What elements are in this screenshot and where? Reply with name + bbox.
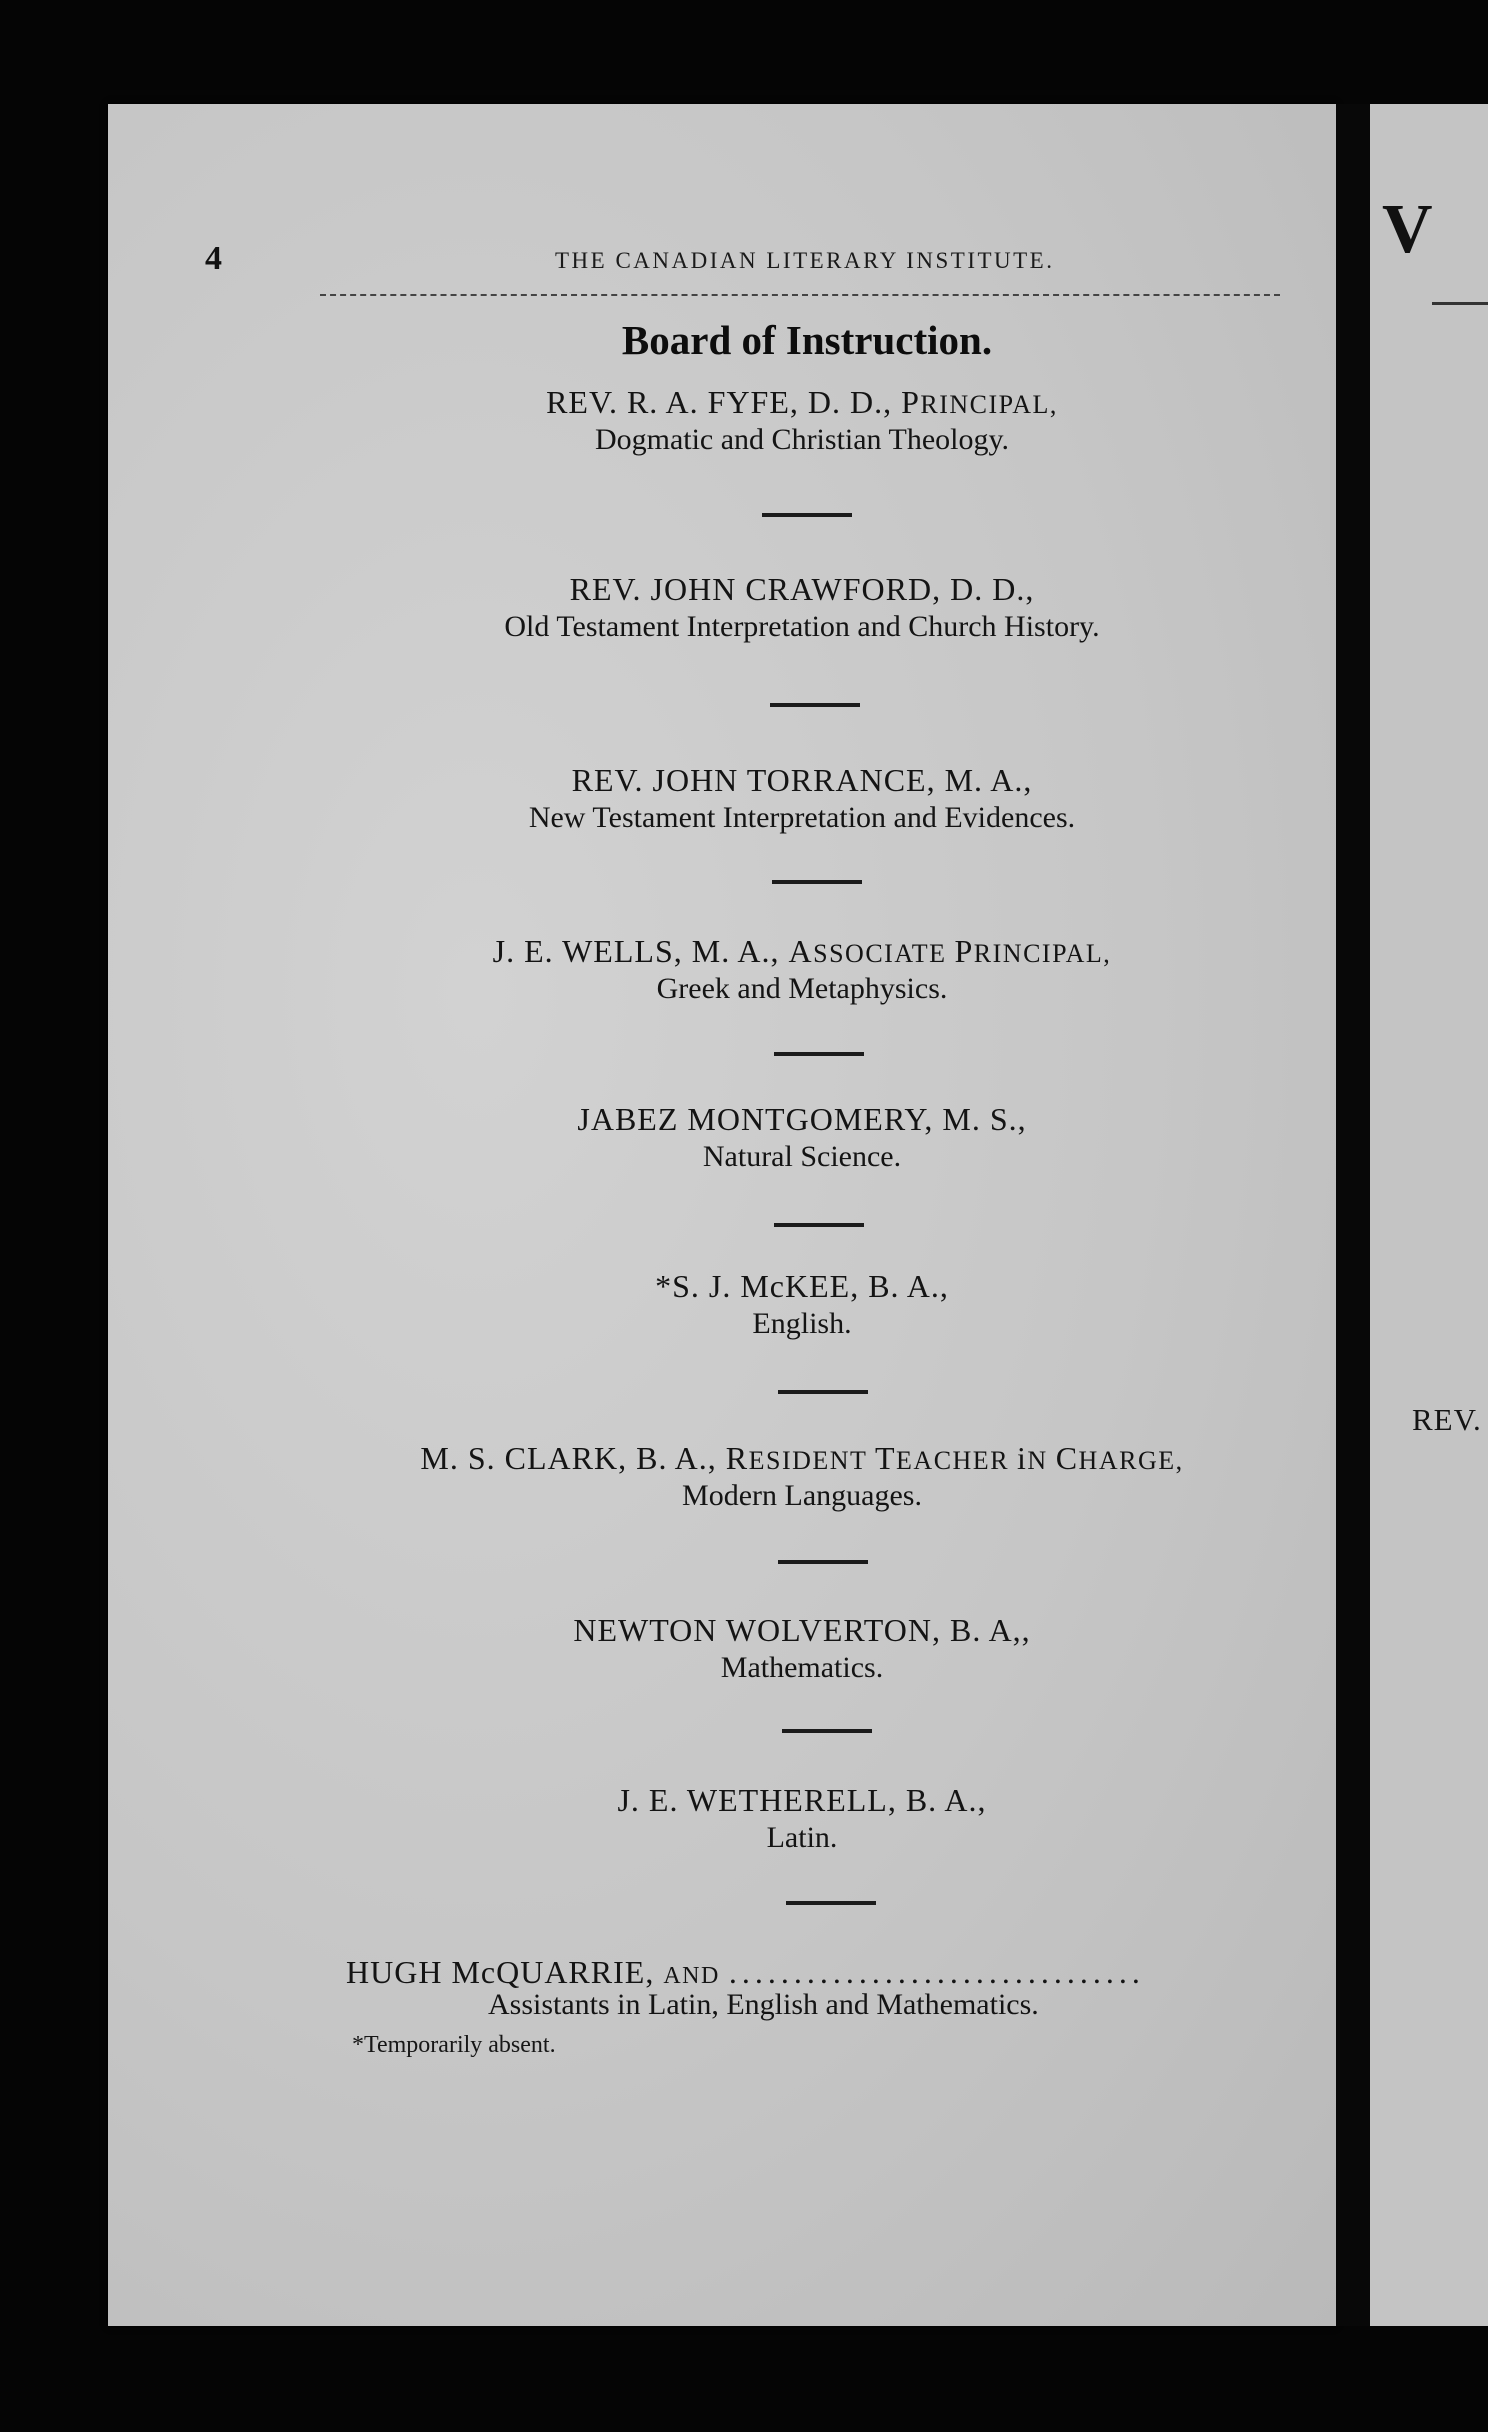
separator-rule <box>782 1729 872 1733</box>
running-head: THE CANADIAN LITERARY INSTITUTE. <box>555 248 1055 273</box>
faculty-name: REV. JOHN CRAWFORD, D. D., <box>569 571 1035 607</box>
separator-rule <box>774 1223 864 1227</box>
faculty-subject: Greek and Metaphysics. <box>656 972 948 1005</box>
faculty-name-line <box>108 1268 1488 1305</box>
separator-rule <box>770 703 860 707</box>
faculty-entry <box>108 1268 1488 1341</box>
faculty-name-line <box>108 1440 1488 1477</box>
faculty-name-line <box>108 762 1488 799</box>
assistants-description: Assistants in Latin, English and Mathematics. <box>488 1988 1039 2021</box>
faculty-name-line <box>108 571 1488 608</box>
faculty-role: ASSOCIATE PRINCIPAL, <box>788 933 1112 969</box>
faculty-name-line <box>108 1612 1488 1649</box>
faculty-role: PRINCIPAL, <box>901 384 1058 420</box>
faculty-name: REV. R. A. FYFE, D. D., <box>546 384 893 420</box>
faculty-name-line <box>108 1782 1488 1819</box>
faculty-subject: Mathematics. <box>720 1651 884 1684</box>
separator-rule <box>786 1901 876 1905</box>
faculty-subject: Latin. <box>766 1821 838 1854</box>
faculty-name: J. E. WELLS, M. A., <box>492 933 780 969</box>
adjacent-page-rule <box>1432 302 1488 305</box>
faculty-name: NEWTON WOLVERTON, B. A,, <box>573 1612 1031 1648</box>
separator-rule <box>778 1390 868 1394</box>
adjacent-page-mark: V <box>1382 191 1433 268</box>
faculty-name-line <box>108 933 1488 970</box>
page-number: 4 <box>205 240 222 277</box>
faculty-subject: Natural Science. <box>702 1140 902 1173</box>
faculty-role: RESIDENT TEACHER iN CHARGE, <box>725 1440 1184 1476</box>
faculty-subject: English. <box>752 1307 852 1340</box>
faculty-name: J. E. WETHERELL, B. A., <box>617 1782 987 1818</box>
faculty-entry <box>108 933 1488 1006</box>
faculty-subject: Dogmatic and Christian Theology. <box>594 423 1010 456</box>
faculty-entry <box>108 762 1488 835</box>
assistant-and: AND <box>663 1963 720 1989</box>
faculty-name: M. S. CLARK, B. A., <box>420 1440 717 1476</box>
separator-rule <box>762 513 852 517</box>
faculty-entry <box>108 1440 1488 1513</box>
section-title: Board of Instruction. <box>621 317 993 363</box>
faculty-entry <box>108 384 1488 457</box>
faculty-entry <box>108 1101 1488 1174</box>
faculty-name-line <box>108 384 1488 421</box>
assistant-name: HUGH McQUARRIE, <box>346 1954 655 1990</box>
faculty-name-line <box>108 1101 1488 1138</box>
header-rule <box>320 294 1280 296</box>
faculty-subject: Modern Languages. <box>682 1479 922 1512</box>
faculty-name: *S. J. McKEE, B. A., <box>655 1268 949 1304</box>
separator-rule <box>772 880 862 884</box>
faculty-name: JABEZ MONTGOMERY, M. S., <box>577 1101 1027 1137</box>
faculty-subject: New Testament Interpretation and Evidences. <box>528 801 1076 834</box>
faculty-name: REV. JOHN TORRANCE, M. A., <box>571 762 1033 798</box>
separator-rule <box>778 1560 868 1564</box>
faculty-entry <box>108 571 1488 644</box>
faculty-entry <box>108 1612 1488 1685</box>
footnote: *Temporarily absent. <box>352 2032 556 2058</box>
adjacent-page-fragment: REV. <box>1412 1402 1482 1437</box>
assistant-leader-dots: ................................ <box>728 1954 1145 1990</box>
faculty-subject: Old Testament Interpretation and Church History. <box>504 610 1100 643</box>
faculty-entry <box>108 1782 1488 1855</box>
assistants-line <box>346 1954 1145 1991</box>
separator-rule <box>774 1052 864 1056</box>
